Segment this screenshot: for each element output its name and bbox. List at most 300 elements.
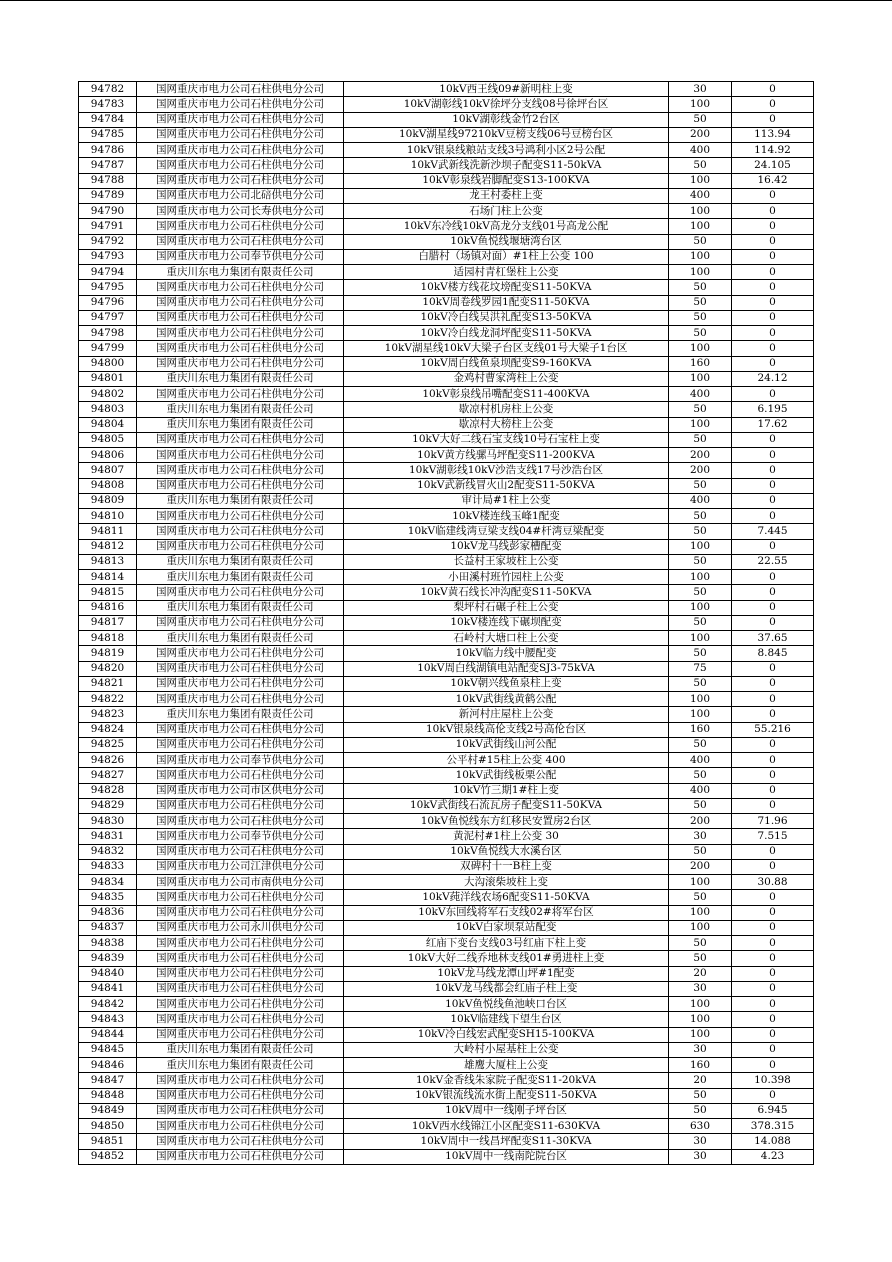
company-cell: 国网重庆市电力公司石柱供电分公司 <box>137 844 344 859</box>
transformer-name-cell: 10kV武新线洗新沙坝子配变S11-50kVA <box>344 158 669 173</box>
transformer-name-cell: 10kV龙马线都会红庙子柱上变 <box>344 981 669 996</box>
company-cell: 国网重庆市电力公司石柱供电分公司 <box>137 448 344 463</box>
table-row <box>79 265 814 280</box>
value-cell: 0 <box>732 783 814 798</box>
transformer-name-cell: 10kV武新线冒火山2配变S11-50KVA <box>344 478 669 493</box>
capacity-cell: 100 <box>669 631 732 646</box>
capacity-cell: 30 <box>669 981 732 996</box>
transformer-name-cell: 歇凉村机房柱上公变 <box>344 402 669 417</box>
capacity-cell: 160 <box>669 722 732 737</box>
company-cell: 国网重庆市电力公司石柱供电分公司 <box>137 981 344 996</box>
capacity-cell: 20 <box>669 966 732 981</box>
company-cell: 国网重庆市电力公司石柱供电分公司 <box>137 692 344 707</box>
value-cell: 7.445 <box>732 524 814 539</box>
value-cell: 0 <box>732 905 814 920</box>
capacity-cell: 50 <box>669 158 732 173</box>
table-row <box>79 188 814 203</box>
capacity-cell: 50 <box>669 768 732 783</box>
transformer-name-cell: 10kV东冷线10kV高龙分支线01号高龙公配 <box>344 219 669 234</box>
table-row <box>79 920 814 935</box>
row-id-cell: 94802 <box>79 387 137 402</box>
capacity-cell: 100 <box>669 1027 732 1042</box>
company-cell: 国网重庆市电力公司石柱供电分公司 <box>137 127 344 142</box>
company-cell: 国网重庆市电力公司石柱供电分公司 <box>137 219 344 234</box>
table-row <box>79 1088 814 1103</box>
company-cell: 重庆川东电力集团有限责任公司 <box>137 417 344 432</box>
company-cell: 国网重庆市电力公司石柱供电分公司 <box>137 341 344 356</box>
company-cell: 国网重庆市电力公司石柱供电分公司 <box>137 356 344 371</box>
table-row <box>79 646 814 661</box>
capacity-cell: 50 <box>669 432 732 447</box>
company-cell: 国网重庆市电力公司奉节供电分公司 <box>137 753 344 768</box>
table-row <box>79 570 814 585</box>
transformer-name-cell: 10kV楼连线下碾坝配变 <box>344 615 669 630</box>
company-cell: 国网重庆市电力公司石柱供电分公司 <box>137 646 344 661</box>
table-row <box>79 1027 814 1042</box>
company-cell: 国网重庆市电力公司奉节供电分公司 <box>137 249 344 264</box>
table-row <box>79 814 814 829</box>
capacity-cell: 50 <box>669 1088 732 1103</box>
transformer-name-cell: 10kV黄石线长冲沟配变S11-50KVA <box>344 585 669 600</box>
value-cell: 0 <box>732 539 814 554</box>
company-cell: 国网重庆市电力公司石柱供电分公司 <box>137 966 344 981</box>
transformer-name-cell: 公平村#15柱上公变 400 <box>344 753 669 768</box>
transformer-name-cell: 白腊村（场镇对面）#1柱上公变 100 <box>344 249 669 264</box>
row-id-cell: 94842 <box>79 997 137 1012</box>
top-rule <box>0 0 892 1</box>
table-row <box>79 448 814 463</box>
company-cell: 国网重庆市电力公司石柱供电分公司 <box>137 295 344 310</box>
row-id-cell: 94830 <box>79 814 137 829</box>
company-cell: 国网重庆市电力公司石柱供电分公司 <box>137 1073 344 1088</box>
row-id-cell: 94804 <box>79 417 137 432</box>
table-row <box>79 905 814 920</box>
transformer-name-cell: 审计局#1柱上公变 <box>344 493 669 508</box>
row-id-cell: 94849 <box>79 1103 137 1118</box>
transformer-name-cell: 10kV东回线将军石支线02#将军台区 <box>344 905 669 920</box>
table-row <box>79 966 814 981</box>
table-row <box>79 981 814 996</box>
capacity-cell: 400 <box>669 188 732 203</box>
company-cell: 国网重庆市电力公司石柱供电分公司 <box>137 326 344 341</box>
company-cell: 国网重庆市电力公司石柱供电分公司 <box>137 768 344 783</box>
company-cell: 国网重庆市电力公司石柱供电分公司 <box>137 234 344 249</box>
table-row <box>79 692 814 707</box>
capacity-cell: 160 <box>669 1058 732 1073</box>
row-id-cell: 94786 <box>79 143 137 158</box>
company-cell: 重庆川东电力集团有限责任公司 <box>137 554 344 569</box>
value-cell: 0 <box>732 265 814 280</box>
row-id-cell: 94821 <box>79 676 137 691</box>
table-row <box>79 341 814 356</box>
capacity-cell: 400 <box>669 783 732 798</box>
transformer-name-cell: 适园村青杠堡柱上公变 <box>344 265 669 280</box>
transformer-name-cell: 小田溪村班竹园柱上公变 <box>344 570 669 585</box>
value-cell: 0 <box>732 844 814 859</box>
company-cell: 国网重庆市电力公司长寿供电分公司 <box>137 204 344 219</box>
capacity-cell: 100 <box>669 173 732 188</box>
row-id-cell: 94828 <box>79 783 137 798</box>
table-row <box>79 478 814 493</box>
company-cell: 重庆川东电力集团有限责任公司 <box>137 707 344 722</box>
capacity-cell: 50 <box>669 951 732 966</box>
value-cell: 6.945 <box>732 1103 814 1118</box>
table-row <box>79 798 814 813</box>
transformer-name-cell: 大沟滚柴坡柱上变 <box>344 875 669 890</box>
value-cell: 0 <box>732 234 814 249</box>
row-id-cell: 94812 <box>79 539 137 554</box>
value-cell: 0 <box>732 356 814 371</box>
capacity-cell: 100 <box>669 997 732 1012</box>
transformer-name-cell: 10kV武街线板栗公配 <box>344 768 669 783</box>
company-cell: 国网重庆市电力公司石柱供电分公司 <box>137 310 344 325</box>
table-row <box>79 371 814 386</box>
capacity-cell: 50 <box>669 554 732 569</box>
company-cell: 重庆川东电力集团有限责任公司 <box>137 631 344 646</box>
company-cell: 重庆川东电力集团有限责任公司 <box>137 265 344 280</box>
value-cell: 0 <box>732 951 814 966</box>
value-cell: 0 <box>732 798 814 813</box>
row-id-cell: 94832 <box>79 844 137 859</box>
row-id-cell: 94800 <box>79 356 137 371</box>
transformer-name-cell: 10kV武街线山河公配 <box>344 737 669 752</box>
table-row <box>79 82 814 97</box>
value-cell: 0 <box>732 387 814 402</box>
value-cell: 114.92 <box>732 143 814 158</box>
transformer-name-cell: 双碑村十一B柱上变 <box>344 859 669 874</box>
row-id-cell: 94845 <box>79 1042 137 1057</box>
row-id-cell: 94843 <box>79 1012 137 1027</box>
row-id-cell: 94852 <box>79 1149 137 1164</box>
company-cell: 国网重庆市电力公司石柱供电分公司 <box>137 722 344 737</box>
capacity-cell: 100 <box>669 875 732 890</box>
transformer-name-cell: 10kV冷白线吴洪礼配变S13-50KVA <box>344 310 669 325</box>
value-cell: 0 <box>732 570 814 585</box>
value-cell: 0 <box>732 585 814 600</box>
row-id-cell: 94836 <box>79 905 137 920</box>
capacity-cell: 50 <box>669 615 732 630</box>
table-row <box>79 600 814 615</box>
transformer-name-cell: 10kV临建线湾豆梁支线04#杆湾豆梁配变 <box>344 524 669 539</box>
capacity-cell: 30 <box>669 1042 732 1057</box>
capacity-cell: 50 <box>669 509 732 524</box>
row-id-cell: 94817 <box>79 615 137 630</box>
table-row <box>79 387 814 402</box>
table-row <box>79 1103 814 1118</box>
value-cell: 0 <box>732 1027 814 1042</box>
table-row <box>79 1058 814 1073</box>
capacity-cell: 50 <box>669 402 732 417</box>
value-cell: 0 <box>732 204 814 219</box>
transformer-name-cell: 10kV西王线09#新明柱上变 <box>344 82 669 97</box>
transformer-name-cell: 石场门柱上公变 <box>344 204 669 219</box>
transformer-name-cell: 10kV武街线黄鹤公配 <box>344 692 669 707</box>
capacity-cell: 200 <box>669 127 732 142</box>
value-cell: 0 <box>732 463 814 478</box>
company-cell: 国网重庆市电力公司石柱供电分公司 <box>137 890 344 905</box>
row-id-cell: 94829 <box>79 798 137 813</box>
table-row <box>79 661 814 676</box>
row-id-cell: 94782 <box>79 82 137 97</box>
row-id-cell: 94837 <box>79 920 137 935</box>
capacity-cell: 100 <box>669 692 732 707</box>
row-id-cell: 94823 <box>79 707 137 722</box>
capacity-cell: 50 <box>669 585 732 600</box>
capacity-cell: 50 <box>669 326 732 341</box>
company-cell: 国网重庆市电力公司石柱供电分公司 <box>137 280 344 295</box>
value-cell: 0 <box>732 692 814 707</box>
value-cell: 0 <box>732 493 814 508</box>
table-row <box>79 173 814 188</box>
company-cell: 国网重庆市电力公司石柱供电分公司 <box>137 997 344 1012</box>
capacity-cell: 400 <box>669 387 732 402</box>
company-cell: 重庆川东电力集团有限责任公司 <box>137 402 344 417</box>
transformer-name-cell: 10kV龙马线龙潭山坪#1配变 <box>344 966 669 981</box>
transformer-name-cell: 龙王村委柱上变 <box>344 188 669 203</box>
capacity-cell: 100 <box>669 905 732 920</box>
company-cell: 重庆川东电力集团有限责任公司 <box>137 1042 344 1057</box>
value-cell: 24.105 <box>732 158 814 173</box>
transformer-name-cell: 黄泥村#1柱上公变 30 <box>344 829 669 844</box>
capacity-cell: 50 <box>669 737 732 752</box>
table-row <box>79 295 814 310</box>
transformer-name-cell: 大岭村小屋基柱上公变 <box>344 1042 669 1057</box>
capacity-cell: 75 <box>669 661 732 676</box>
company-cell: 国网重庆市电力公司市南供电分公司 <box>137 875 344 890</box>
value-cell: 55.216 <box>732 722 814 737</box>
data-table <box>78 81 814 1165</box>
row-id-cell: 94796 <box>79 295 137 310</box>
capacity-cell: 200 <box>669 814 732 829</box>
company-cell: 国网重庆市电力公司石柱供电分公司 <box>137 539 344 554</box>
transformer-name-cell: 10kV冷白线宏武配变SH15-100KVA <box>344 1027 669 1042</box>
transformer-name-cell: 10kV周中一线南陀院台区 <box>344 1149 669 1164</box>
row-id-cell: 94822 <box>79 692 137 707</box>
company-cell: 国网重庆市电力公司北碚供电分公司 <box>137 188 344 203</box>
transformer-name-cell: 10kV湖彰线金竹2台区 <box>344 112 669 127</box>
table-row <box>79 783 814 798</box>
table-row <box>79 280 814 295</box>
row-id-cell: 94792 <box>79 234 137 249</box>
table-row <box>79 890 814 905</box>
value-cell: 0 <box>732 600 814 615</box>
row-id-cell: 94835 <box>79 890 137 905</box>
value-cell: 24.12 <box>732 371 814 386</box>
row-id-cell: 94803 <box>79 402 137 417</box>
capacity-cell: 50 <box>669 234 732 249</box>
table-row <box>79 829 814 844</box>
value-cell: 0 <box>732 310 814 325</box>
transformer-name-cell: 10kV银流线流水街上配变S11-50KVA <box>344 1088 669 1103</box>
value-cell: 0 <box>732 615 814 630</box>
table-row <box>79 310 814 325</box>
table-row <box>79 356 814 371</box>
company-cell: 国网重庆市电力公司石柱供电分公司 <box>137 158 344 173</box>
capacity-cell: 50 <box>669 676 732 691</box>
row-id-cell: 94820 <box>79 661 137 676</box>
row-id-cell: 94847 <box>79 1073 137 1088</box>
transformer-name-cell: 10kV彰泉线吊嘴配变S11-400KVA <box>344 387 669 402</box>
transformer-name-cell: 10kV临建线下望生台区 <box>344 1012 669 1027</box>
row-id-cell: 94789 <box>79 188 137 203</box>
value-cell: 7.515 <box>732 829 814 844</box>
capacity-cell: 50 <box>669 112 732 127</box>
company-cell: 国网重庆市电力公司石柱供电分公司 <box>137 676 344 691</box>
company-cell: 国网重庆市电力公司石柱供电分公司 <box>137 524 344 539</box>
transformer-name-cell: 10kV黄方线骡马坪配变S11-200KVA <box>344 448 669 463</box>
capacity-cell: 100 <box>669 249 732 264</box>
table-row <box>79 432 814 447</box>
value-cell: 0 <box>732 432 814 447</box>
company-cell: 国网重庆市电力公司奉节供电分公司 <box>137 829 344 844</box>
value-cell: 16.42 <box>732 173 814 188</box>
company-cell: 国网重庆市电力公司石柱供电分公司 <box>137 97 344 112</box>
transformer-name-cell: 10kV鱼悦线鱼池峡口台区 <box>344 997 669 1012</box>
value-cell: 0 <box>732 997 814 1012</box>
capacity-cell: 200 <box>669 463 732 478</box>
row-id-cell: 94827 <box>79 768 137 783</box>
capacity-cell: 50 <box>669 890 732 905</box>
row-id-cell: 94799 <box>79 341 137 356</box>
value-cell: 10.398 <box>732 1073 814 1088</box>
value-cell: 0 <box>732 326 814 341</box>
value-cell: 8.845 <box>732 646 814 661</box>
table-row <box>79 204 814 219</box>
value-cell: 6.195 <box>732 402 814 417</box>
company-cell: 国网重庆市电力公司石柱供电分公司 <box>137 387 344 402</box>
capacity-cell: 50 <box>669 478 732 493</box>
transformer-name-cell: 红庙下变台支线03号红庙下柱上变 <box>344 936 669 951</box>
value-cell: 0 <box>732 966 814 981</box>
value-cell: 0 <box>732 707 814 722</box>
transformer-name-cell: 10kV湖星线97210kV豆榜支线06号豆榜台区 <box>344 127 669 142</box>
transformer-name-cell: 10kV湖彰线10kV沙浩支线17号沙浩台区 <box>344 463 669 478</box>
table-row <box>79 524 814 539</box>
capacity-cell: 50 <box>669 295 732 310</box>
table-row <box>79 127 814 142</box>
transformer-name-cell: 新河村庄屋柱上公变 <box>344 707 669 722</box>
transformer-name-cell: 10kV大好二线乔地林支线01#勇进柱上变 <box>344 951 669 966</box>
value-cell: 0 <box>732 1012 814 1027</box>
capacity-cell: 100 <box>669 570 732 585</box>
value-cell: 0 <box>732 676 814 691</box>
company-cell: 国网重庆市电力公司石柱供电分公司 <box>137 1088 344 1103</box>
table-row <box>79 1042 814 1057</box>
table-row <box>79 753 814 768</box>
capacity-cell: 100 <box>669 219 732 234</box>
row-id-cell: 94793 <box>79 249 137 264</box>
transformer-name-cell: 10kV武街线石流瓦房子配变S11-50KVA <box>344 798 669 813</box>
transformer-name-cell: 10kV鱼悦线大水溪台区 <box>344 844 669 859</box>
row-id-cell: 94807 <box>79 463 137 478</box>
table-row <box>79 554 814 569</box>
value-cell: 0 <box>732 1088 814 1103</box>
row-id-cell: 94801 <box>79 371 137 386</box>
table-row <box>79 875 814 890</box>
capacity-cell: 400 <box>669 493 732 508</box>
value-cell: 0 <box>732 936 814 951</box>
transformer-name-cell: 10kV楼方线花坟塝配变S11-50KVA <box>344 280 669 295</box>
value-cell: 0 <box>732 219 814 234</box>
value-cell: 0 <box>732 82 814 97</box>
row-id-cell: 94825 <box>79 737 137 752</box>
transformer-name-cell: 石岭村大塘口柱上公变 <box>344 631 669 646</box>
row-id-cell: 94824 <box>79 722 137 737</box>
table-row <box>79 615 814 630</box>
capacity-cell: 100 <box>669 97 732 112</box>
capacity-cell: 30 <box>669 829 732 844</box>
company-cell: 国网重庆市电力公司石柱供电分公司 <box>137 585 344 600</box>
table-row <box>79 585 814 600</box>
capacity-cell: 100 <box>669 707 732 722</box>
transformer-name-cell: 10kV周卷线罗园1配变S11-50KVA <box>344 295 669 310</box>
value-cell: 378.315 <box>732 1119 814 1134</box>
company-cell: 国网重庆市电力公司石柱供电分公司 <box>137 509 344 524</box>
row-id-cell: 94785 <box>79 127 137 142</box>
transformer-name-cell: 10kV西水线锦江小区配变S11-630KVA <box>344 1119 669 1134</box>
value-cell: 0 <box>732 890 814 905</box>
table-row <box>79 707 814 722</box>
transformer-name-cell: 10kV湖彰线10kV徐坪分支线08号徐坪台区 <box>344 97 669 112</box>
table-row <box>79 326 814 341</box>
company-cell: 国网重庆市电力公司石柱供电分公司 <box>137 1134 344 1149</box>
row-id-cell: 94811 <box>79 524 137 539</box>
table-row <box>79 722 814 737</box>
transformer-name-cell: 金鸡村曹家湾柱上公变 <box>344 371 669 386</box>
table-row <box>79 997 814 1012</box>
transformer-name-cell: 10kV白家坝泵站配变 <box>344 920 669 935</box>
row-id-cell: 94848 <box>79 1088 137 1103</box>
row-id-cell: 94808 <box>79 478 137 493</box>
table-row <box>79 158 814 173</box>
value-cell: 22.55 <box>732 554 814 569</box>
capacity-cell: 50 <box>669 310 732 325</box>
row-id-cell: 94851 <box>79 1134 137 1149</box>
table-row <box>79 631 814 646</box>
transformer-name-cell: 雄鹰大厦柱上公变 <box>344 1058 669 1073</box>
value-cell: 0 <box>732 509 814 524</box>
table-row <box>79 951 814 966</box>
transformer-name-cell: 10kV银泉线高伦支线2号高伦台区 <box>344 722 669 737</box>
capacity-cell: 100 <box>669 920 732 935</box>
company-cell: 国网重庆市电力公司石柱供电分公司 <box>137 1103 344 1118</box>
capacity-cell: 160 <box>669 356 732 371</box>
capacity-cell: 50 <box>669 844 732 859</box>
transformer-name-cell: 10kV龙马线彭家槽配变 <box>344 539 669 554</box>
capacity-cell: 200 <box>669 448 732 463</box>
table-body <box>79 82 814 1165</box>
table-row <box>79 936 814 951</box>
row-id-cell: 94816 <box>79 600 137 615</box>
row-id-cell: 94805 <box>79 432 137 447</box>
row-id-cell: 94844 <box>79 1027 137 1042</box>
company-cell: 重庆川东电力集团有限责任公司 <box>137 600 344 615</box>
row-id-cell: 94819 <box>79 646 137 661</box>
capacity-cell: 20 <box>669 1073 732 1088</box>
company-cell: 国网重庆市电力公司石柱供电分公司 <box>137 82 344 97</box>
transformer-name-cell: 10kV莼洋线农场6配变S11-50KVA <box>344 890 669 905</box>
value-cell: 113.94 <box>732 127 814 142</box>
company-cell: 国网重庆市电力公司石柱供电分公司 <box>137 173 344 188</box>
value-cell: 0 <box>732 1042 814 1057</box>
table-row <box>79 1119 814 1134</box>
transformer-name-cell: 10kV周白线湖镇电站配变SJ3-75kVA <box>344 661 669 676</box>
company-cell: 重庆川东电力集团有限责任公司 <box>137 371 344 386</box>
capacity-cell: 30 <box>669 1149 732 1164</box>
transformer-name-cell: 10kV彰泉线岩脚配变S13-100KVA <box>344 173 669 188</box>
company-cell: 国网重庆市电力公司江津供电分公司 <box>137 859 344 874</box>
table-row <box>79 249 814 264</box>
